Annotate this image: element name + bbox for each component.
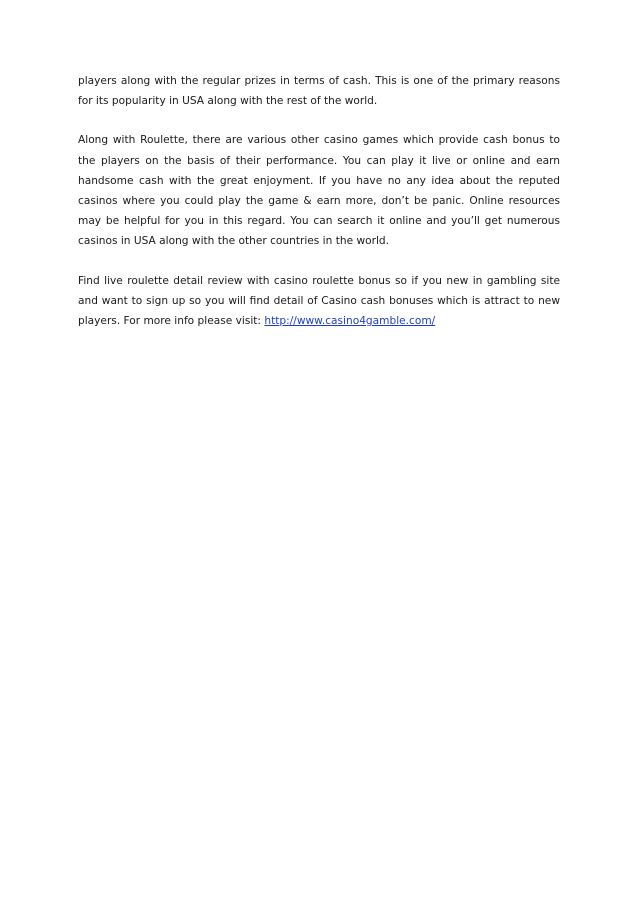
document-body [78,71,560,350]
website-link[interactable]: http://www.casino4gamble.com/ [264,315,436,328]
paragraph-2 [78,130,560,251]
paragraph-1 [78,71,560,111]
paragraph-3-text: Find live roulette detail review with casino roulette bonus so if you new in gambling site and want to sign up so you will find detail of Casino cash bonuses which is attract to new players. For more info please visit: [78,274,560,328]
paragraph-3 [78,271,560,332]
paragraph-1-text: players along with the regular prizes in terms of cash. This is one of the primary reasons for its popularity in USA along with the rest of the world. [78,75,560,108]
paragraph-2-text: Along with Roulette, there are various other casino games which provide cash bonus to the players on the basis of their performance. You can play it live or online and earn handsome cash with the great enjoyment. If you have no any idea about the reputed casinos where you could play the game & earn more, don’t be panic. Online resources may be helpful for you in this regard. You can search it online and you’ll get numerous casinos in USA along with the other countries in the world. [78,134,560,248]
